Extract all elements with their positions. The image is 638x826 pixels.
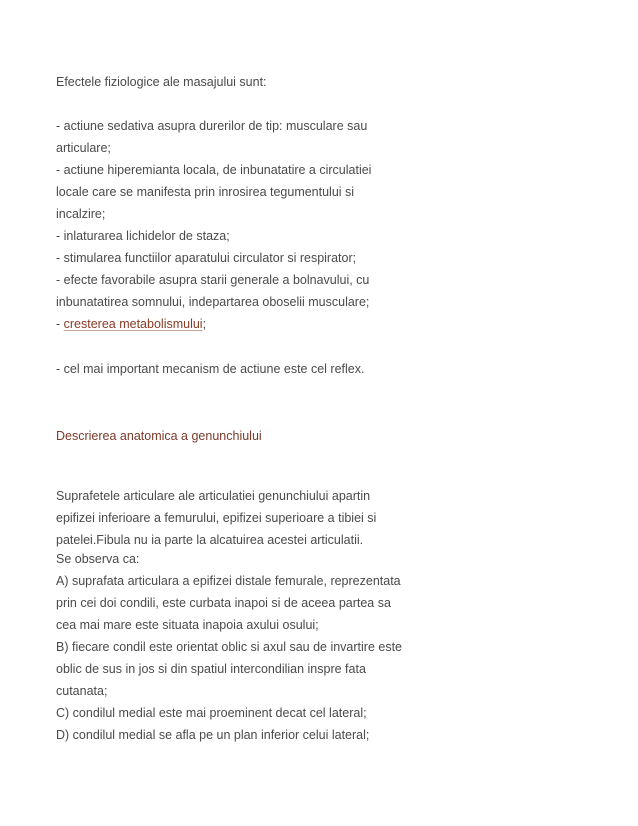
anatomy-line: oblic de sus in jos si din spatiul intercondilian inspre fata [56, 662, 366, 676]
anatomy-line: prin cei doi condili, este curbata inapoi si de aceea partea sa [56, 596, 391, 610]
anatomy-line: patelei.Fibula nu ia parte la alcatuirea acestei articulatii. [56, 533, 364, 547]
anatomy-line: Suprafetele articulare ale articulatiei genunchiului apartin [56, 489, 371, 503]
effects-line: - efecte favorabile asupra starii generale a bolnavului, cu [56, 273, 370, 287]
anatomy-line: cea mai mare este situata inapoia axului osului; [56, 618, 319, 632]
anatomy-line: Se observa ca: [56, 552, 140, 566]
anatomy-line: C) condilul medial este mai proeminent decat cel lateral; [56, 706, 367, 720]
metabolism-suffix: ; [202, 317, 207, 331]
anatomy-line: epifizei inferioare a femurului, epifizei superioare a tibiei si [56, 511, 377, 525]
intro-text: Efectele fiziologice ale masajului sunt: [56, 75, 267, 89]
anatomy-line: A) suprafata articulara a epifizei distale femurale, reprezentata [56, 574, 401, 588]
metabolism-link[interactable]: cresterea metabolismului [63, 317, 203, 331]
anatomy-line: D) condilul medial se afla pe un plan inferior celui lateral; [56, 728, 370, 742]
effects-line: - actiune hiperemianta locala, de inbunatatire a circulatiei [56, 163, 372, 177]
effects-line: - actiune sedativa asupra durerilor de tip: musculare sau [56, 119, 368, 133]
anatomy-line: B) fiecare condil este orientat oblic si axul sau de invartire este [56, 640, 403, 654]
anatomy-line: cutanata; [56, 684, 108, 698]
mechanism-text: - cel mai important mecanism de actiune este cel reflex. [56, 362, 365, 376]
metabolism-prefix: - [56, 317, 64, 331]
effects-line: - inlaturarea lichidelor de staza; [56, 229, 230, 243]
effects-line: articulare; [56, 141, 111, 155]
effects-line: - stimularea functiilor aparatului circulator si respirator; [56, 251, 357, 265]
effects-line: locale care se manifesta prin inrosirea tegumentului si [56, 185, 355, 199]
section-title: Descrierea anatomica a genunchiului [56, 429, 262, 443]
effects-line: inbunatatirea somnului, indepartarea oboselii musculare; [56, 295, 370, 309]
effects-line: incalzire; [56, 207, 106, 221]
metabolism-item [56, 316, 206, 332]
